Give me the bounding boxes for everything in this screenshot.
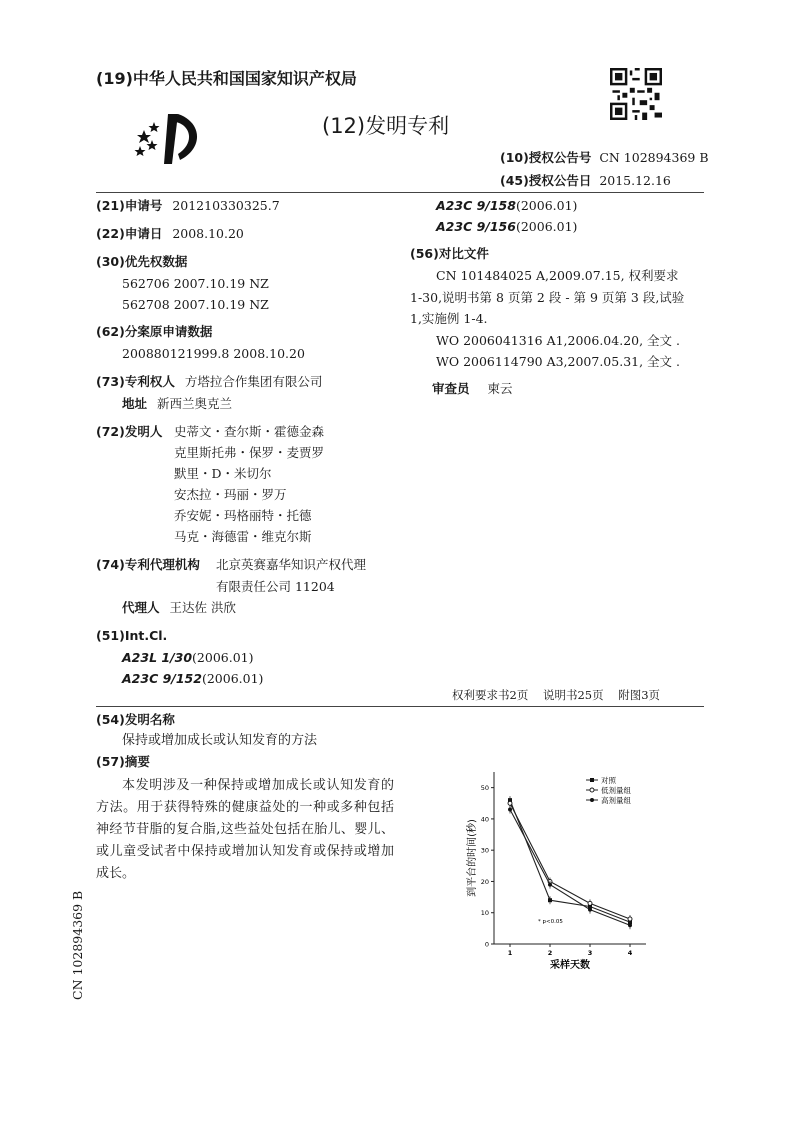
- inventor-name: 史蒂文・查尔斯・霍德金森: [174, 424, 325, 439]
- data-point: [508, 801, 512, 805]
- classification-code: A23C 9/158: [436, 198, 516, 213]
- agency-label: (74)专利代理机构: [96, 557, 200, 572]
- x-tick-label: 1: [507, 949, 513, 957]
- title-label: (54)发明名称: [96, 712, 175, 727]
- classification-version: (2006.01): [515, 198, 578, 213]
- address-value: 新西兰奥克兰: [157, 396, 233, 411]
- x-tick-label: 4: [627, 949, 633, 957]
- data-point: [588, 908, 592, 912]
- publication-number-value: CN 102894369 B: [599, 150, 709, 165]
- inventor-name: 默里・D・米切尔: [174, 466, 272, 481]
- classification-code: A23C 9/156: [436, 219, 516, 234]
- patentee-label: (73)专利权人: [96, 374, 175, 389]
- legend-marker: [590, 778, 594, 782]
- application-date: [96, 226, 244, 242]
- cited-document: 1,实施例 1-4.: [410, 311, 488, 326]
- y-tick-label: 10: [480, 909, 489, 918]
- series-line: [510, 810, 630, 926]
- y-axis-label: 到平台的时间(秒): [467, 819, 478, 897]
- classification-code: A23L 1/30: [122, 650, 193, 665]
- y-tick-label: 0: [484, 940, 489, 949]
- cited-documents-label: (56)对比文件: [410, 246, 489, 261]
- x-tick-label: 3: [587, 949, 593, 957]
- priority-item: 562708 2007.10.19 NZ: [122, 297, 269, 312]
- cited-document: 1-30,说明书第 8 页第 2 段 - 第 9 页第 3 段,试验: [410, 290, 685, 305]
- divisional-value: 200880121999.8 2008.10.20: [122, 346, 305, 361]
- inventor-name: 马克・海德雷・维克尔斯: [174, 529, 312, 544]
- x-tick-label: 2: [547, 949, 553, 957]
- classification-item: [436, 198, 577, 214]
- agency-name: 北京英赛嘉华知识产权代理: [216, 557, 367, 572]
- patentee-value: 方塔拉合作集团有限公司: [184, 374, 323, 389]
- inventors-label: (72)发明人: [96, 424, 163, 439]
- application-number-value: 201210330325.7: [172, 198, 280, 213]
- examiner: [432, 381, 513, 397]
- classification-item: [122, 671, 263, 687]
- legend-marker: [590, 788, 594, 792]
- office-name: (19)中华人民共和国国家知识产权局: [96, 69, 357, 88]
- data-point: [628, 917, 632, 921]
- classification-item: [436, 219, 577, 235]
- application-date-label: (22)申请日: [96, 226, 163, 241]
- examiner-label: 审查员: [432, 381, 470, 396]
- abstract-text: 本发明涉及一种保持或增加成长或认知发育的方法。用于获得特殊的健康益处的一种或多种包括神经节苷脂的复合脂,这些益处包括在胎儿、婴儿、或儿童受试者中保持或增加认知发育或保持或增加成长。: [96, 778, 394, 881]
- agent: [122, 600, 236, 616]
- address-label: 地址: [122, 396, 148, 411]
- intcl-label: (51)Int.Cl.: [96, 628, 168, 643]
- address: [122, 396, 232, 412]
- significance-annotation: * p<0.05: [538, 918, 563, 925]
- priority-label: (30)优先权数据: [96, 254, 188, 269]
- publication-date-label: (45)授权公告日: [500, 173, 592, 188]
- classification-version: (2006.01): [515, 219, 578, 234]
- document-type: (12)发明专利: [322, 114, 450, 138]
- cited-document: WO 2006114790 A3,2007.05.31, 全文 .: [436, 354, 680, 369]
- inventor-name: 克里斯托弗・保罗・麦贾罗: [174, 445, 325, 460]
- examiner-value: 柬云: [487, 381, 513, 396]
- y-tick-label: 40: [480, 815, 489, 824]
- classification-item: [122, 650, 254, 666]
- y-tick-label: 30: [480, 846, 489, 855]
- x-axis-label: 采样天数: [550, 960, 590, 971]
- pages-summary: 权利要求书2页 说明书25页 附图3页: [452, 688, 661, 702]
- side-document-id: CN 102894369 B: [70, 890, 85, 1000]
- publication-date: [500, 173, 671, 189]
- inventor-name: 乔安妮・玛格丽特・托德: [174, 508, 312, 523]
- publication-date-value: 2015.12.16: [599, 173, 671, 188]
- summary-divider: [96, 706, 704, 707]
- data-point: [548, 898, 552, 902]
- classification-code: A23C 9/152: [122, 671, 202, 686]
- classification-version: (2006.01): [192, 650, 254, 665]
- series-line: [510, 800, 630, 922]
- data-point: [628, 923, 632, 927]
- divisional-label: (62)分案原申请数据: [96, 324, 213, 339]
- series-line: [510, 803, 630, 919]
- application-number-label: (21)申请号: [96, 198, 163, 213]
- cnipa-logo-icon: [134, 108, 208, 170]
- legend-label: 高剂量组: [601, 796, 631, 805]
- legend-label: 低剂量组: [601, 786, 631, 795]
- data-point: [508, 808, 512, 812]
- application-date-value: 2008.10.20: [172, 226, 244, 241]
- invention-title: 保持或增加成长或认知发育的方法: [122, 733, 318, 748]
- y-tick-label: 20: [480, 877, 489, 886]
- cited-document: CN 101484025 A,2009.07.15, 权利要求: [436, 268, 679, 283]
- legend-label: 对照: [601, 776, 616, 785]
- agent-value: 王达佐 洪欣: [169, 600, 236, 615]
- data-point: [548, 883, 552, 887]
- data-point: [588, 901, 592, 905]
- priority-item: 562706 2007.10.19 NZ: [122, 276, 269, 291]
- qr-code-icon: [610, 68, 662, 120]
- agency-name: 有限责任公司 11204: [216, 579, 335, 594]
- inventor-name: 安杰拉・玛丽・罗万: [174, 487, 287, 502]
- abstract-figure-chart: [462, 762, 658, 976]
- header-divider: [96, 192, 704, 193]
- publication-number-label: (10)授权公告号: [500, 150, 592, 165]
- abstract-label: (57)摘要: [96, 754, 150, 769]
- y-tick-label: 50: [480, 784, 489, 793]
- agent-label: 代理人: [122, 600, 160, 615]
- classification-version: (2006.01): [201, 671, 264, 686]
- publication-number: [500, 150, 709, 166]
- cited-document: WO 2006041316 A1,2006.04.20, 全文 .: [436, 333, 680, 348]
- application-number: [96, 198, 280, 214]
- patentee: [96, 374, 322, 390]
- legend-marker: [590, 798, 594, 802]
